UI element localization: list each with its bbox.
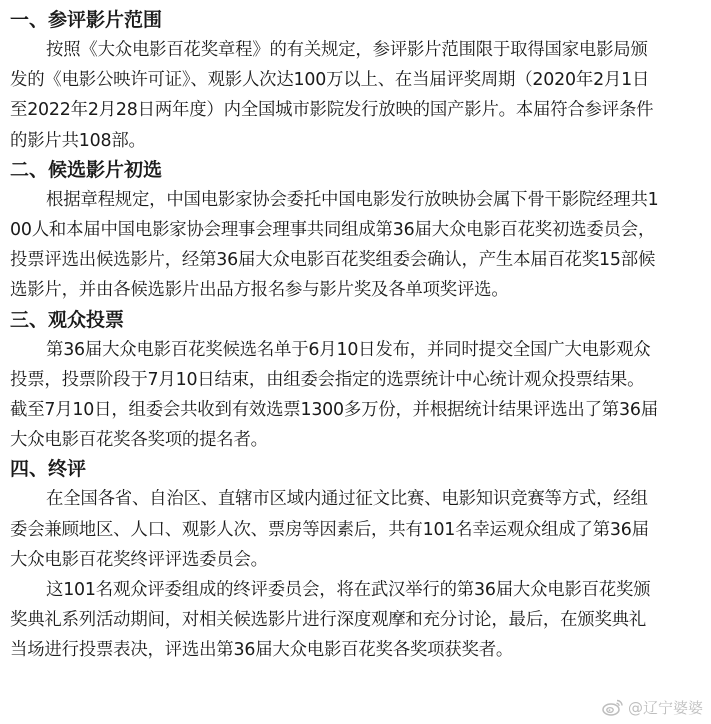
section-heading: 四、终评	[10, 458, 87, 481]
paragraph-line: 的影片共108部。	[10, 130, 146, 151]
section-paragraph	[10, 35, 706, 156]
section-paragraph	[10, 335, 706, 456]
section-paragraph	[10, 484, 706, 575]
section-heading: 三、观众投票	[10, 308, 125, 331]
section-heading: 一、参评影片范围	[10, 9, 163, 31]
weibo-icon	[602, 697, 624, 717]
paragraph-line: 第36届大众电影百花奖候选名单于6月10日发布，并同时提交全国广大电影观众	[46, 339, 651, 360]
paragraph-line: 当场进行投票表决，评选出第36届大众电影百花奖各奖项获奖者。	[10, 640, 514, 661]
paragraph-line: 在全国各省、自治区、直辖市区域内通过征文比赛、电影知识竞赛等方式，经组	[46, 489, 648, 510]
paragraph-line: 这101名观众评委组成的终评委员会，将在武汉举行的第36届大众电影百花奖颁	[46, 580, 651, 601]
paragraph-line: 大众电影百花奖终评评选委员会。	[10, 549, 268, 570]
weibo-watermark	[602, 694, 703, 720]
paragraph-line: 奖典礼系列活动期间，对相关候选影片进行深度观摩和充分讨论，最后，在颁奖典礼	[10, 610, 647, 631]
section-paragraph	[10, 185, 706, 306]
paragraph-line: 投票评选出候选影片，经第36届大众电影百花奖组委会确认，产生本届百花奖15部候	[10, 250, 656, 271]
paragraph-line: 按照《大众电影百花奖章程》的有关规定，参评影片范围限于取得国家电影局颁	[46, 40, 648, 60]
document-body	[10, 6, 706, 666]
watermark-text: @辽宁婆婆	[627, 698, 703, 717]
section-paragraph	[10, 575, 706, 666]
paragraph-line: 根据章程规定，中国电影家协会委托中国电影发行放映协会属下骨干影院经理共1	[46, 189, 659, 210]
paragraph-line: 截至7月10日，组委会共收到有效选票1300多万份，并根据统计结果评选出了第36届	[10, 400, 658, 421]
paragraph-line: 选影片，并由各候选影片出品方报名参与影片奖及各单项奖评选。	[10, 280, 509, 301]
paragraph-line: 投票，投票阶段于7月10日结束，由组委会指定的选票统计中心统计观众投票结果。	[10, 369, 645, 390]
paragraph-line: 00人和本届中国电影家协会理事会理事共同组成第36届大众电影百花奖初选委员会，	[10, 220, 656, 241]
paragraph-line: 发的《电影公映许可证》、观影人次达100万以上、在当届评奖周期（2020年2月1日	[10, 70, 650, 91]
paragraph-line: 至2022年2月28日两年度）内全国城市影院发行放映的国产影片。本届符合参评条件	[10, 100, 654, 121]
paragraph-line: 大众电影百花奖各奖项的提名者。	[10, 430, 268, 451]
section-heading: 二、候选影片初选	[10, 158, 163, 181]
paragraph-line: 委会兼顾地区、人口、观影人次、票房等因素后，共有101名幸运观众组成了第36届	[10, 519, 649, 540]
